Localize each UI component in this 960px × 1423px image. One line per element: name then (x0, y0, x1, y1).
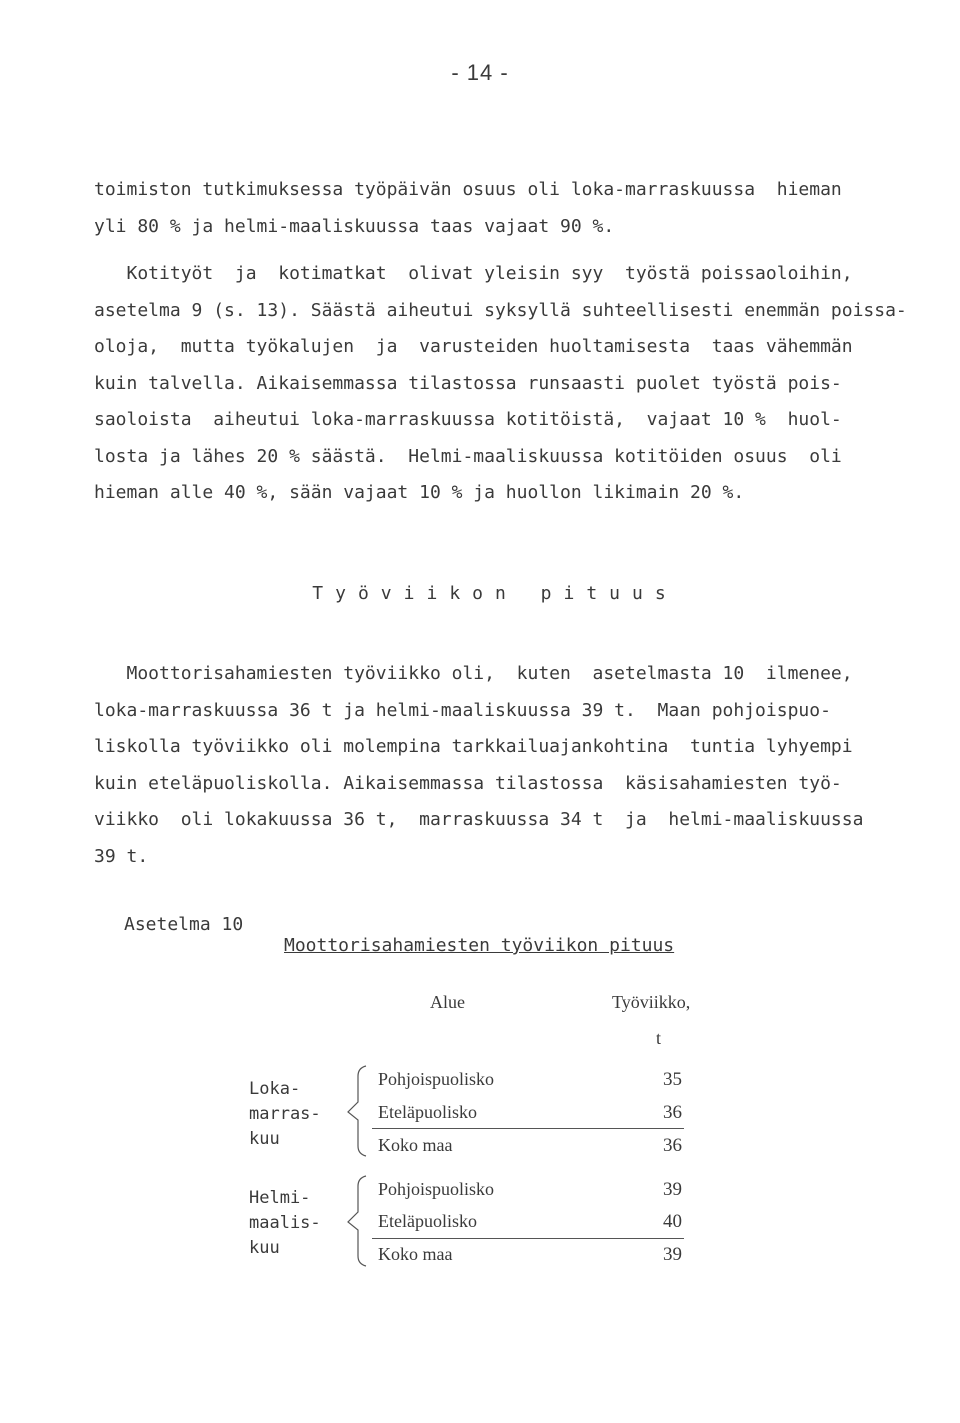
subtotal-rule (372, 1238, 684, 1239)
text-line: Moottorisahamiesten työviikko oli, kuten asetelmasta 10 ilmenee, (94, 663, 853, 684)
period-label: Helmi- maalis- kuu (249, 1188, 321, 1258)
text-line: toimiston tutkimuksessa työpäivän osuus oli loka-marraskuussa hieman (94, 179, 842, 200)
table-label: Asetelma 10 (124, 914, 244, 935)
row-area: Eteläpuolisko (378, 1102, 477, 1122)
paragraph-1 (94, 172, 907, 512)
row-value: 39 (663, 1244, 682, 1265)
brace-icon (344, 1062, 374, 1158)
row-value: 39 (663, 1179, 682, 1200)
row-value: 35 (663, 1069, 682, 1090)
column-header-unit: t (656, 1028, 662, 1048)
row-value: 36 (663, 1102, 682, 1123)
paragraph-2 (94, 656, 884, 875)
section-heading: Työviikon pituus (312, 583, 678, 604)
text-line: asetelma 9 (s. 13). Säästä aiheutui syksyllä suhteellisesti enemmän poissa- (94, 299, 907, 321)
row-area: Koko maa (378, 1244, 453, 1264)
row-area: Eteläpuolisko (378, 1211, 477, 1231)
text-line: yli 80 % ja helmi-maaliskuussa taas vajaat 90 %. (94, 215, 615, 237)
row-value: 36 (663, 1135, 682, 1156)
text-line: kuin eteläpuoliskolla. Aikaisemmassa tilastossa käsisahamiesten työ- (94, 772, 842, 794)
column-header-area: Alue (430, 992, 465, 1012)
row-value: 40 (663, 1211, 682, 1232)
period-label: Loka- marras- kuu (249, 1079, 321, 1149)
text-line: 39 t. (94, 845, 149, 867)
text-line: liskolla työviikko oli molempina tarkkailuajankohtina tuntia lyhyempi (94, 736, 853, 757)
text-line: viikko oli lokakuussa 36 t, marraskuussa 34 t ja helmi-maaliskuussa (94, 809, 864, 830)
text-line: saoloista aiheutui loka-marraskuussa kotitöistä, vajaat 10 % huol- (94, 409, 842, 430)
text-line: losta ja lähes 20 % säästä. Helmi-maaliskuussa kotitöiden osuus oli (94, 445, 842, 467)
text-line: Kotityöt ja kotimatkat olivat yleisin syy työstä poissaoloihin, (94, 263, 853, 284)
row-area: Koko maa (378, 1135, 453, 1155)
text-line: oloja, mutta työkalujen ja varusteiden huoltamisesta taas vähemmän (94, 336, 853, 357)
row-area: Pohjoispuolisko (378, 1069, 495, 1089)
page-number: - 14 - (451, 60, 509, 85)
brace-icon (344, 1172, 374, 1268)
text-line: kuin talvella. Aikaisemmassa tilastossa runsaasti puolet työstä pois- (94, 372, 842, 394)
table-title: Moottorisahamiesten työviikon pituus (284, 935, 675, 956)
subtotal-rule (372, 1128, 684, 1129)
column-header-week: Työviikko, (612, 992, 691, 1012)
row-area: Pohjoispuolisko (378, 1179, 495, 1199)
text-line: loka-marraskuussa 36 t ja helmi-maaliskuussa 39 t. Maan pohjoispuo- (94, 699, 831, 721)
text-line: hieman alle 40 %, sään vajaat 10 % ja huollon likimain 20 %. (94, 482, 745, 503)
